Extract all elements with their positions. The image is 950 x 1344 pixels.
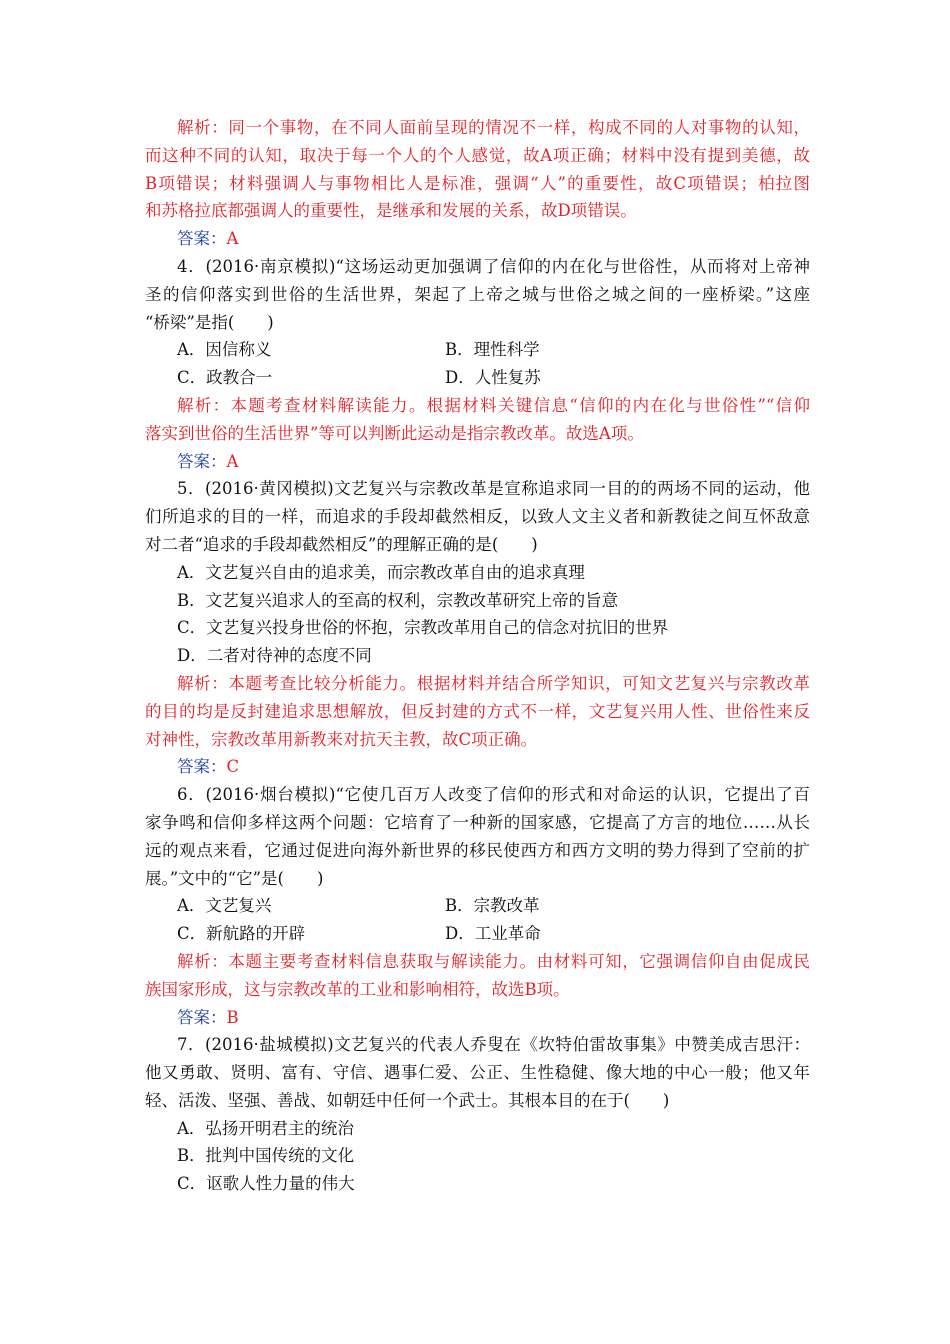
option-b: B．理性科学 — [445, 340, 540, 360]
explanation-line: 解析：本题主要考查材料信息获取与解读能力。由材料可知，它强调信仰自由促成民 — [177, 951, 810, 971]
question-stem-line: 6．(2016·烟台模拟)“它使几百万人改变了信仰的形式和对命运的认识，它提出了百 — [177, 785, 810, 805]
question-stem-line: 圣的信仰落实到世俗的生活世界，架起了上帝之城与世俗之城之间的一座桥梁。”这座 — [145, 284, 810, 304]
question-stem-line: 展。”文中的“它”是( ) — [145, 868, 324, 888]
question-4 — [145, 253, 810, 475]
answer-value: A — [226, 229, 239, 249]
explanation-line: 族国家形成，这与宗教改革的工业和影响相符，故选B项。 — [145, 979, 570, 999]
option-a: A．文艺复兴自由的追求美，而宗教改革自由的追求真理 — [177, 562, 585, 582]
answer-label: 答案： — [177, 451, 227, 471]
explanation-line: 对神性，宗教改革用新教来对抗天主教，故C项正确。 — [145, 729, 538, 749]
question-stem-line: 对二者“追求的手段却截然相反”的理解正确的是( ) — [145, 534, 538, 554]
q4-answer — [145, 448, 810, 476]
option-row — [145, 336, 810, 364]
question-stem-line: 4．(2016·南京模拟)“这场运动更加强调了信仰的内在化与世俗性，从而将对上帝神 — [177, 256, 810, 276]
option-d: D．二者对待神的态度不同 — [177, 646, 372, 666]
option-d: D．人性复苏 — [445, 368, 541, 388]
question-stem-line: 们所追求的目的一样，而追求的手段却截然相反，以致人文主义者和新教徒之间互怀敌意 — [145, 507, 810, 527]
explanation-line: 解析：本题考查比较分析能力。根据材料并结合所学知识，可知文艺复兴与宗教改革 — [177, 673, 810, 693]
option-b: B．宗教改革 — [445, 896, 540, 916]
question-stem-line: 轻、活泼、坚强、善战、如朝廷中任何一个武士。其根本目的在于( ) — [145, 1090, 670, 1110]
answer-value: B — [226, 1007, 239, 1027]
question-stem-line: 5．(2016·黄冈模拟)文艺复兴与宗教改革是宣称追求同一目的的两场不同的运动，他 — [177, 479, 810, 499]
answer-value: A — [226, 451, 239, 471]
option-c: C．讴歌人性力量的伟大 — [177, 1174, 355, 1194]
question-stem-line: 他又勇敢、贤明、富有、守信、遇事仁爱、公正、生性稳健、像大地的中心一般；他又年 — [145, 1063, 810, 1083]
question-stem-line: 家争鸣和信仰多样这两个问题：它培育了一种新的国家感，它提高了方言的地位……从长 — [145, 812, 810, 832]
option-row — [145, 892, 810, 920]
option-row — [145, 920, 810, 948]
option-c: C．文艺复兴投身世俗的怀抱，宗教改革用自己的信念对抗旧的世界 — [177, 618, 669, 638]
option-a: A．弘扬开明君主的统治 — [177, 1118, 354, 1138]
option-a: A．因信称义 — [177, 340, 272, 360]
option-b: B．批判中国传统的文化 — [177, 1146, 355, 1166]
explanation-line: B项错误；材料强调人与事物相比人是标准，强调“人”的重要性，故C项错误；柏拉图 — [145, 173, 810, 193]
explanation-line: 落实到世俗的生活世界”等可以判断此运动是指宗教改革。故选A项。 — [145, 423, 644, 443]
option-d: D．工业革命 — [445, 924, 541, 944]
option-c: C．新航路的开辟 — [177, 924, 306, 944]
option-c: C．政教合一 — [177, 368, 273, 388]
explanation-line: 的目的均是反封建追求思想解放，但反封建的方式不一样，文艺复兴用人性、世俗性来反 — [145, 701, 810, 721]
option-a: A．文艺复兴 — [177, 896, 272, 916]
answer-label: 答案： — [177, 229, 227, 249]
question-stem-line: “桥梁”是指( ) — [145, 312, 274, 332]
explanation-line: 解析：同一个事物，在不同人面前呈现的情况不一样，构成不同的人对事物的认知， — [177, 118, 810, 137]
question-5 — [145, 475, 810, 781]
explanation-line: 解析：本题考查材料解读能力。根据材料关键信息“信仰的内在化与世俗性”“信仰 — [177, 395, 810, 415]
option-row — [145, 364, 810, 392]
q3-explanation — [145, 114, 810, 225]
explanation-line: 和苏格拉底都强调人的重要性，是继承和发展的关系，故D项错误。 — [145, 201, 637, 221]
document-page — [145, 114, 810, 1198]
explanation-line: 而这种不同的认知，取决于每一个人的个人感觉，故A项正确；材料中没有提到美德，故 — [145, 145, 810, 165]
q5-answer — [145, 753, 810, 781]
answer-label: 答案： — [177, 1007, 227, 1027]
q3-answer — [145, 225, 810, 253]
answer-label: 答案： — [177, 757, 227, 777]
question-7 — [145, 1031, 810, 1198]
question-stem-line: 7．(2016·盐城模拟)文艺复兴的代表人乔叟在《坎特伯雷故事集》中赞美成吉思汗： — [177, 1035, 810, 1055]
answer-value: C — [226, 757, 240, 777]
question-stem-line: 远的观点来看，它通过促进向海外新世界的移民使西方和西方文明的势力得到了空前的扩 — [145, 840, 810, 860]
q6-answer — [145, 1004, 810, 1032]
question-6 — [145, 781, 810, 1031]
option-b: B．文艺复兴追求人的至高的权利，宗教改革研究上帝的旨意 — [177, 590, 619, 610]
